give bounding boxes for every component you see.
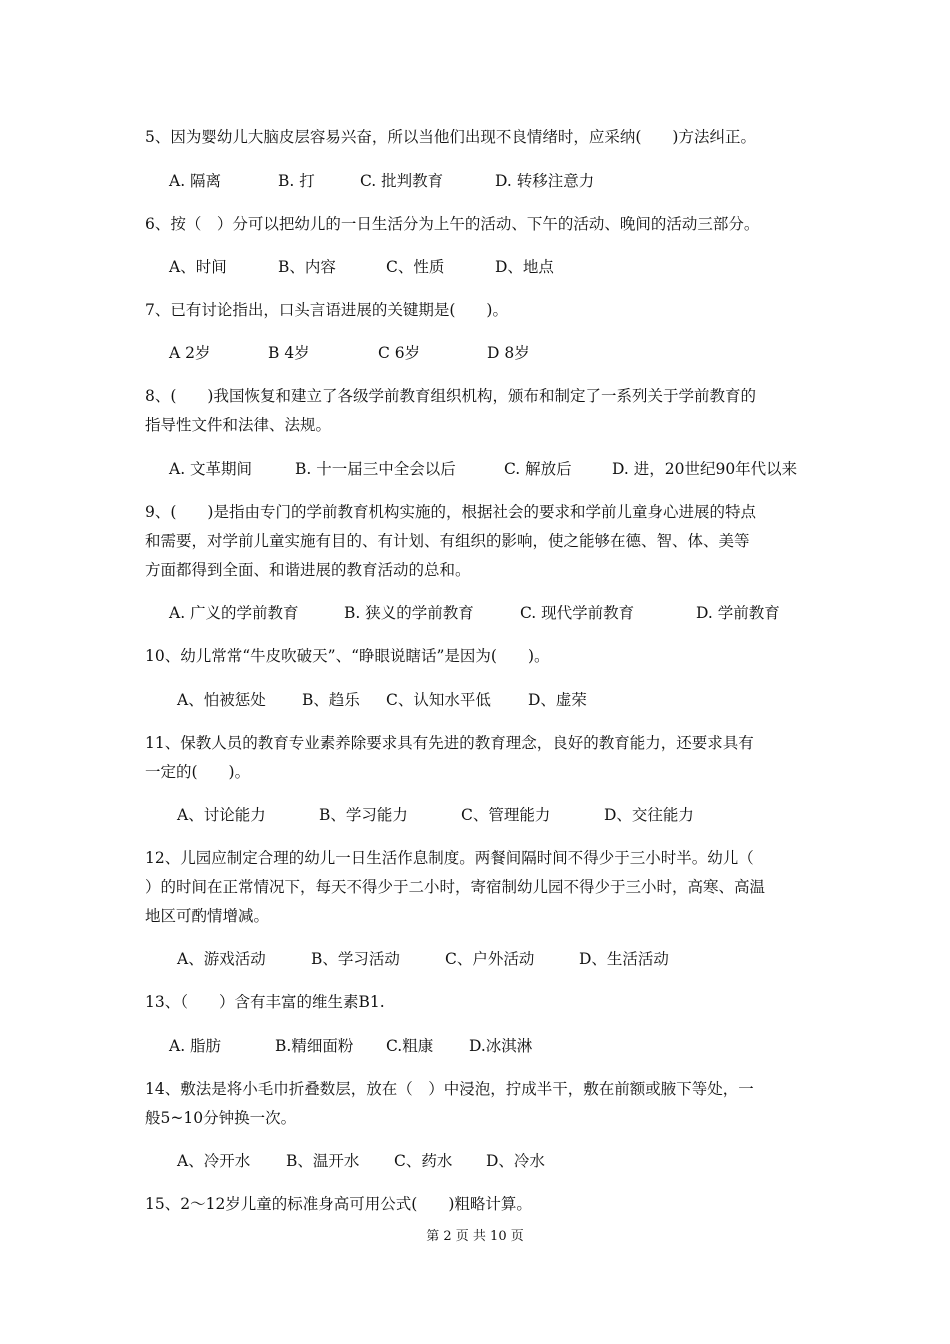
option-b: B、学习活动: [311, 950, 400, 968]
option-d: D、冷水: [486, 1152, 545, 1170]
option-a: A. 文革期间: [169, 460, 253, 478]
option-d: D、地点: [495, 258, 554, 276]
option-b: B、内容: [278, 258, 336, 276]
question-12-line-2: ）的时间在正常情况下，每天不得少于二小时，寄宿制幼儿园不得少于三小时，高寒、高温: [145, 878, 766, 896]
option-d: D、交往能力: [604, 806, 694, 824]
option-d: D.冰淇淋: [469, 1037, 533, 1055]
option-a: A、时间: [169, 258, 227, 276]
question-15-line-1: 15、2～12岁儿童的标准身高可用公式( )粗略计算。: [145, 1195, 532, 1213]
question-8-line-1: 8、( )我国恢复和建立了各级学前教育组织机构，颁布和制定了一系列关于学前教育的: [145, 387, 756, 405]
option-b: B、趋乐: [302, 691, 360, 709]
question-9-line-3: 方面都得到全面、和谐进展的教育活动的总和。: [145, 561, 471, 579]
option-d: D、虚荣: [528, 691, 587, 709]
option-d: D 8岁: [487, 344, 530, 362]
option-b: B. 狭义的学前教育: [344, 604, 474, 622]
option-c: C. 批判教育: [360, 172, 444, 190]
option-c: C、认知水平低: [386, 691, 491, 709]
option-b: B. 打: [278, 172, 315, 190]
question-5-line-1: 5、因为婴幼儿大脑皮层容易兴奋，所以当他们出现不良情绪时，应采纳( )方法纠正。: [145, 128, 756, 146]
option-c: C、管理能力: [461, 806, 551, 824]
option-a: A、冷开水: [177, 1152, 251, 1170]
option-c: C、药水: [394, 1152, 453, 1170]
option-c: C、性质: [386, 258, 445, 276]
option-c: C 6岁: [378, 344, 421, 362]
option-a: A. 脂肪: [169, 1037, 222, 1055]
option-a: A. 广义的学前教育: [169, 604, 299, 622]
question-11-line-2: 一定的( )。: [145, 763, 251, 781]
question-8-line-2: 指导性文件和法律、法规。: [145, 416, 332, 434]
question-7-line-1: 7、已有讨论指出，口头言语进展的关键期是( )。: [145, 301, 508, 319]
question-14-line-1: 14、敷法是将小毛巾折叠数层，放在（ ）中浸泡，拧成半干，敷在前额或腋下等处，一: [145, 1080, 754, 1098]
page-number-footer: 第 2 页 共 10 页: [426, 1229, 524, 1244]
option-d: D. 进，20世纪90年代以来: [612, 460, 798, 478]
option-b: B 4岁: [268, 344, 310, 362]
question-13-line-1: 13、（ ）含有丰富的维生素B1.: [145, 993, 385, 1011]
option-a: A、游戏活动: [177, 950, 266, 968]
option-a: A、讨论能力: [177, 806, 266, 824]
question-9-line-1: 9、( )是指由专门的学前教育机构实施的，根据社会的要求和学前儿童身心进展的特点: [145, 503, 756, 521]
question-11-line-1: 11、保教人员的教育专业素养除要求具有先进的教育理念，良好的教育能力，还要求具有: [145, 734, 754, 752]
option-a: A. 隔离: [169, 172, 222, 190]
question-12-line-1: 12、儿园应制定合理的幼儿一日生活作息制度。两餐间隔时间不得少于三小时半。幼儿（: [145, 849, 754, 867]
option-d: D、生活活动: [579, 950, 669, 968]
question-9-line-2: 和需要，对学前儿童实施有目的、有计划、有组织的影响，使之能够在德、智、体、美等: [145, 532, 750, 550]
option-c: C. 解放后: [504, 460, 572, 478]
option-b: B、温开水: [286, 1152, 360, 1170]
option-c: C、户外活动: [445, 950, 535, 968]
option-d: D. 学前教育: [696, 604, 780, 622]
question-6-line-1: 6、按（ ）分可以把幼儿的一日生活分为上午的活动、下午的活动、晚间的活动三部分。: [145, 215, 760, 233]
option-d: D. 转移注意力: [495, 172, 595, 190]
option-a: A、怕被惩处: [177, 691, 266, 709]
question-14-line-2: 般5~10分钟换一次。: [145, 1109, 297, 1127]
question-10-line-1: 10、幼儿常常“牛皮吹破天”、“睁眼说瞎话”是因为( )。: [145, 647, 550, 665]
option-c: C.粗康: [386, 1037, 434, 1055]
question-12-line-3: 地区可酌情增减。: [145, 907, 270, 925]
option-b: B. 十一届三中全会以后: [295, 460, 456, 478]
option-a: A 2岁: [169, 344, 211, 362]
option-b: B、学习能力: [319, 806, 408, 824]
option-c: C. 现代学前教育: [520, 604, 635, 622]
option-b: B.精细面粉: [275, 1037, 354, 1055]
